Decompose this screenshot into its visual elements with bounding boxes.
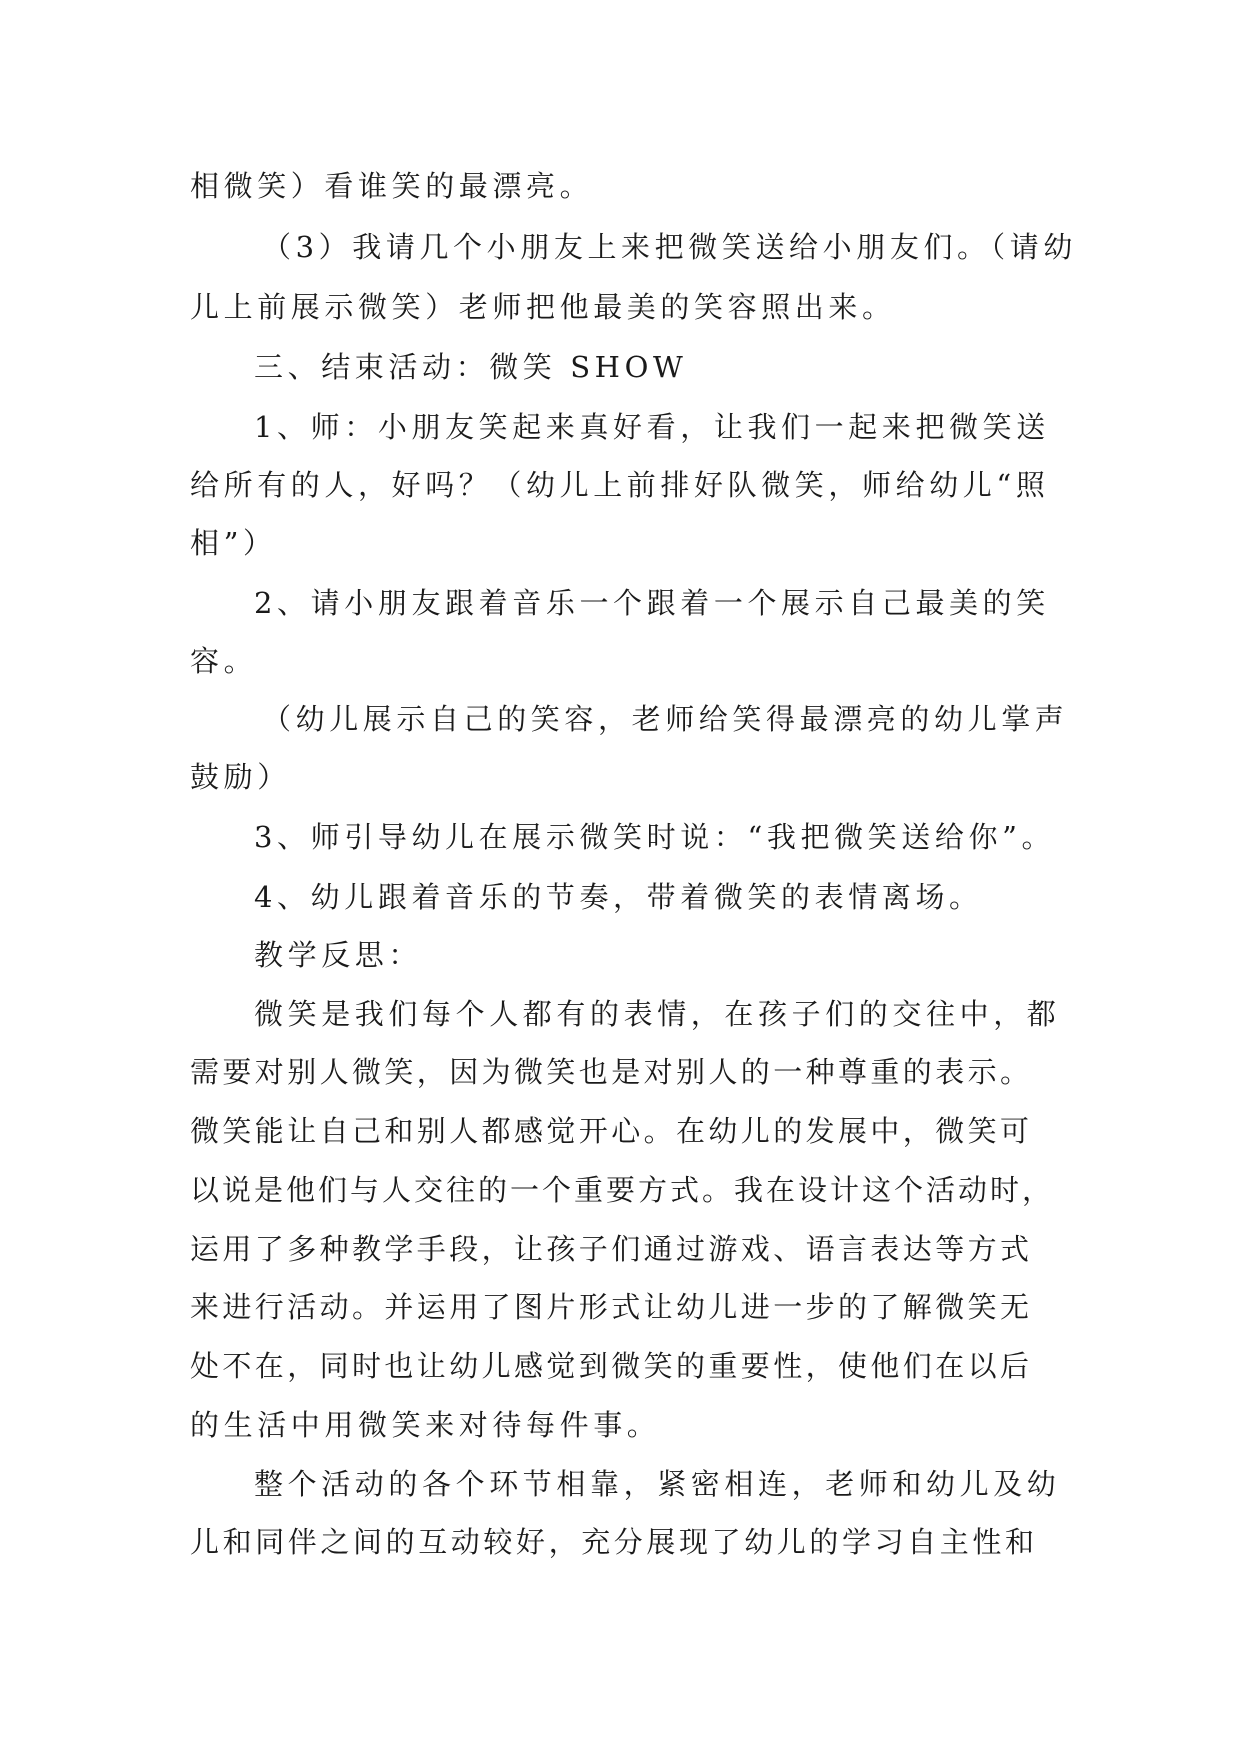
text-line: 以说是他们与人交往的一个重要方式。我在设计这个活动时， — [190, 1173, 1055, 1207]
text-line: 处不在，同时也让幼儿感觉到微笑的重要性，使他们在以后 — [190, 1349, 1033, 1383]
text-line: 整个活动的各个环节相靠，紧密相连，老师和幼儿及幼 — [254, 1467, 1061, 1501]
text-line: 儿上前展示微笑）老师把他最美的笑容照出来。 — [190, 290, 896, 324]
text-line: 微笑是我们每个人都有的表情，在孩子们的交往中，都 — [254, 997, 1061, 1031]
text-line: 相微笑）看谁笑的最漂亮。 — [190, 169, 594, 203]
text-line: 相”） — [190, 526, 277, 560]
text-line: 儿和同伴之间的互动较好，充分展现了幼儿的学习自主性和 — [190, 1525, 1038, 1559]
text-line: 微笑能让自己和别人都感觉开心。在幼儿的发展中，微笑可 — [190, 1114, 1033, 1148]
text-line: 4、幼儿跟着音乐的节奏，带着微笑的表情离场。 — [254, 880, 983, 914]
text-line: 给所有的人，好吗？（幼儿上前排好队微笑，师给幼儿“照 — [190, 468, 1050, 502]
text-line: 1、师：小朋友笑起来真好看，让我们一起来把微笑送 — [254, 410, 1050, 444]
text-line: （3）我请几个小朋友上来把微笑送给小朋友们。（请幼 — [262, 230, 1077, 264]
text-line: 运用了多种教学手段，让孩子们通过游戏、语言表达等方式 — [190, 1232, 1033, 1266]
section-heading: 三、结束活动：微笑 SHOW — [254, 350, 688, 384]
text-line: （幼儿展示自己的笑容，老师给笑得最漂亮的幼儿掌声 — [262, 702, 1069, 736]
text-line: 鼓励） — [190, 760, 291, 794]
text-line: 需要对别人微笑，因为微笑也是对别人的一种尊重的表示。 — [190, 1055, 1033, 1089]
text-line: 的生活中用微笑来对待每件事。 — [190, 1408, 661, 1442]
text-line: 3、师引导幼儿在展示微笑时说：“我把微笑送给你”。 — [254, 820, 1056, 854]
text-line: 2、请小朋友跟着音乐一个跟着一个展示自己最美的笑 — [254, 586, 1050, 620]
section-heading: 教学反思： — [254, 938, 423, 972]
text-line: 来进行活动。并运用了图片形式让幼儿进一步的了解微笑无 — [190, 1290, 1033, 1324]
text-line: 容。 — [190, 644, 258, 678]
